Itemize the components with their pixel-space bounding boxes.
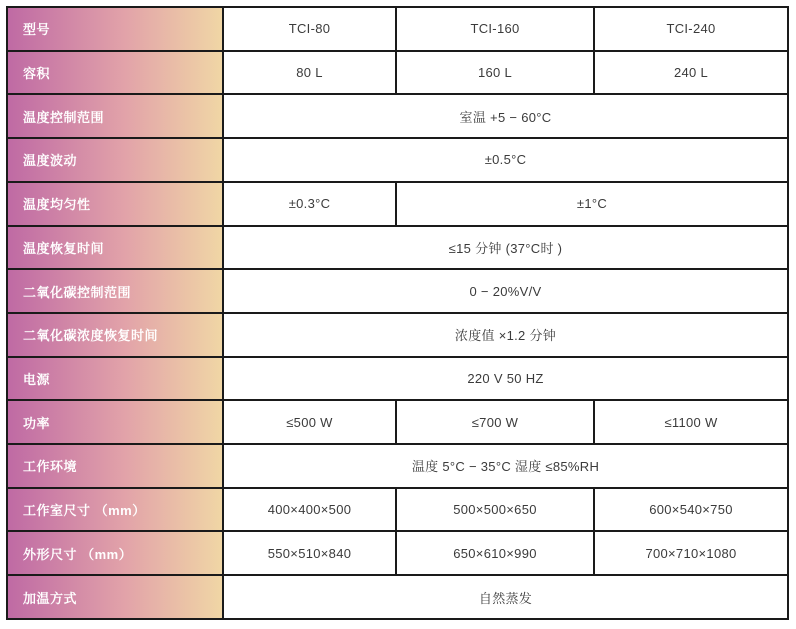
table-row bbox=[7, 357, 788, 401]
row-label: 外形尺寸 （mm） bbox=[7, 531, 223, 575]
row-label: 温度恢复时间 bbox=[7, 226, 223, 270]
spec-cell: TCI-160 bbox=[396, 7, 594, 51]
table-row bbox=[7, 313, 788, 357]
row-label: 二氧化碳浓度恢复时间 bbox=[7, 313, 223, 357]
row-label: 加温方式 bbox=[7, 575, 223, 619]
spec-cell: ≤1100 W bbox=[594, 400, 788, 444]
row-label: 功率 bbox=[7, 400, 223, 444]
spec-cell: TCI-80 bbox=[223, 7, 396, 51]
spec-cell: 室温 +5 − 60°C bbox=[223, 94, 788, 138]
spec-cell: 浓度值 ×1.2 分钟 bbox=[223, 313, 788, 357]
spec-table-body bbox=[7, 7, 788, 619]
spec-cell: 0 − 20%V/V bbox=[223, 269, 788, 313]
spec-cell: TCI-240 bbox=[594, 7, 788, 51]
spec-cell: 220 V 50 HZ bbox=[223, 357, 788, 401]
spec-cell: ±0.3°C bbox=[223, 182, 396, 226]
row-label: 容积 bbox=[7, 51, 223, 95]
spec-cell: 650×610×990 bbox=[396, 531, 594, 575]
table-row bbox=[7, 575, 788, 619]
table-row bbox=[7, 269, 788, 313]
table-row bbox=[7, 182, 788, 226]
spec-cell: 500×500×650 bbox=[396, 488, 594, 532]
row-label: 电源 bbox=[7, 357, 223, 401]
row-label: 二氧化碳控制范围 bbox=[7, 269, 223, 313]
table-row bbox=[7, 138, 788, 182]
spec-cell: 温度 5°C − 35°C 湿度 ≤85%RH bbox=[223, 444, 788, 488]
row-label: 型号 bbox=[7, 7, 223, 51]
spec-cell: ≤15 分钟 (37°C时 ) bbox=[223, 226, 788, 270]
table-row bbox=[7, 226, 788, 270]
row-label: 温度控制范围 bbox=[7, 94, 223, 138]
table-row bbox=[7, 488, 788, 532]
spec-cell: 600×540×750 bbox=[594, 488, 788, 532]
table-row bbox=[7, 444, 788, 488]
table-row bbox=[7, 531, 788, 575]
spec-cell: 80 L bbox=[223, 51, 396, 95]
spec-cell: ≤700 W bbox=[396, 400, 594, 444]
table-row bbox=[7, 7, 788, 51]
spec-cell: ±0.5°C bbox=[223, 138, 788, 182]
spec-cell: ≤500 W bbox=[223, 400, 396, 444]
spec-cell: 240 L bbox=[594, 51, 788, 95]
spec-cell: 160 L bbox=[396, 51, 594, 95]
spec-table bbox=[6, 6, 789, 620]
spec-cell: 700×710×1080 bbox=[594, 531, 788, 575]
spec-cell: 自然蒸发 bbox=[223, 575, 788, 619]
spec-cell: 400×400×500 bbox=[223, 488, 396, 532]
table-row bbox=[7, 51, 788, 95]
row-label: 温度波动 bbox=[7, 138, 223, 182]
row-label: 温度均匀性 bbox=[7, 182, 223, 226]
table-row bbox=[7, 400, 788, 444]
spec-cell: ±1°C bbox=[396, 182, 788, 226]
table-row bbox=[7, 94, 788, 138]
spec-cell: 550×510×840 bbox=[223, 531, 396, 575]
row-label: 工作室尺寸 （mm） bbox=[7, 488, 223, 532]
row-label: 工作环境 bbox=[7, 444, 223, 488]
